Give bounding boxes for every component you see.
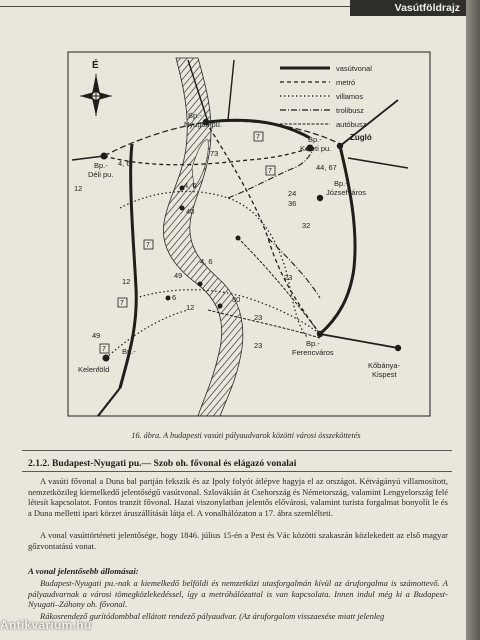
svg-text:7: 7 [102,346,106,353]
section-title: 2.1.2. Budapest-Nyugati pu.— Szob oh. fővonal és elágazó vonalai [28,458,297,469]
legend-metro-label: metró [336,78,356,87]
svg-text:Bp.-Józsefváros: Bp.-Józsefváros [326,179,367,197]
svg-text:7: 7 [120,300,124,307]
tram-kelenfold [106,310,188,358]
svg-text:Bp.-Kelenföld: Bp.-Kelenföld [78,347,136,374]
book-edge [466,0,480,640]
svg-text:32: 32 [302,221,311,230]
legend-bus-label: autóbusz [336,120,367,129]
legend-tram-label: villamos [336,92,364,101]
paragraph-2: A vonal vasúttörténeti jelentősége, hogy 1846. július 15-én a Pest és Vác közötti szakaszán közlekedett az első magyar gőzvontatású vonat. [28,530,448,551]
paragraph-3: Budapest-Nyugati pu.-nak a kiemelkedő belföldi és nemzetközi utasforgalmán kívül az áruforgalma is számottevő. A pályaudvarnak a városi tömegközlekedéssel, így a metróhálózattal is van kapcsolata. Innen indul még ki a Budapest-Nyugati–Záhony oh. fővonal. [28,578,448,610]
svg-text:4, 6: 4, 6 [200,257,213,266]
svg-text:24: 24 [288,189,297,198]
stop-dot [236,236,241,241]
svg-text:6: 6 [172,293,177,302]
map-svg [58,48,438,422]
figure-caption: 16. ábra. A budapesti vasúti pályaudvarok közötti városi összeköttetés [131,431,361,440]
svg-text:7: 7 [268,168,272,175]
svg-text:49: 49 [92,331,101,340]
svg-text:12: 12 [122,277,131,286]
stop-dot [180,206,185,211]
station-jozsefvaros [317,179,366,201]
line-numbers [74,149,337,350]
trolley-line-2 [268,238,320,298]
legend-trolley-label: trolibusz [336,106,364,115]
running-header: Vasútföldrajz [350,0,466,16]
section-rule-bottom [22,471,452,472]
rail-out-w [72,156,104,160]
station-nyugati-line2: Nyugati pu. [184,120,222,129]
svg-text:7: 7 [146,242,150,249]
svg-text:4, 6: 4, 6 [184,181,197,190]
section-rule-top [22,450,452,451]
svg-text:7: 7 [256,134,260,141]
svg-text:Kőbánya-Kispest: Kőbánya-Kispest [368,361,401,379]
svg-text:12: 12 [74,184,83,193]
svg-text:4, 6: 4, 6 [118,159,131,168]
north-arrow-icon [80,58,112,116]
svg-text:30: 30 [232,295,241,304]
svg-text:40: 40 [186,207,195,216]
svg-text:23: 23 [284,273,293,282]
rail-out-s [98,388,120,416]
svg-text:12: 12 [186,303,195,312]
rail-out-e [348,158,408,168]
paragraph-1: A vasúti fővonal a Duna bal partján fekszik és az Ipoly folyót átlépve hagyja el az országot. Kétvágányú villamosított, nemzetközileg kiemelkedő jelentőségű vasútvonal. Szlovákián át Csehország és Németország, valamint Lengyelország felé létesít kapcsolatot. Fontos tranzit fővonal. Hazai viszonylatban jelentős elővárosi, valamint turista forgalmat bonyolít le és a Duna melletti ipari körzet áruszállítását látja el. A vonalhálózaton a 17. ábra szemlélteti. [28,476,448,518]
map-legend [280,64,372,129]
svg-text:23: 23 [254,313,263,322]
stop-dot [198,282,203,287]
watermark-text: Antikvarium.hu [0,618,92,632]
station-deli [88,153,113,180]
rail-in-n [228,60,234,120]
rail-ring-east [320,146,355,334]
danube-river [163,58,242,416]
svg-text:73: 73 [210,149,219,158]
station-nyugati-line1: Bp.- [188,111,202,120]
station-kobanya [368,345,401,379]
stop-dot [218,304,223,309]
railway-map [58,48,438,422]
svg-text:49: 49 [174,271,183,280]
station-zuglo [337,133,372,149]
stop-dot [166,296,171,301]
svg-text:36: 36 [288,199,297,208]
tram-grand-boulevard [120,191,311,338]
rail-out-se [320,334,398,348]
paragraph-4: Rákosrendező gurítódombbal ellátott rendező pályaudvar. (Az áruforgalom visszaesése miatt jelenleg [40,611,385,621]
legend-rail-label: vasútvonal [336,64,372,73]
station-zuglo-label: Zugló [350,133,372,142]
svg-text:Bp.-Ferencváros: Bp.-Ferencváros [292,339,334,357]
svg-text:44, 67: 44, 67 [316,163,337,172]
svg-text:23: 23 [254,341,263,350]
svg-text:Bp.-Déli pu.: Bp.-Déli pu. [88,161,114,179]
subsection-title: A vonal jelentősebb állomásai: [28,566,139,576]
svg-text:Bp.-Keleti pu.: Bp.-Keleti pu. [300,135,332,153]
north-label: É [92,60,99,71]
